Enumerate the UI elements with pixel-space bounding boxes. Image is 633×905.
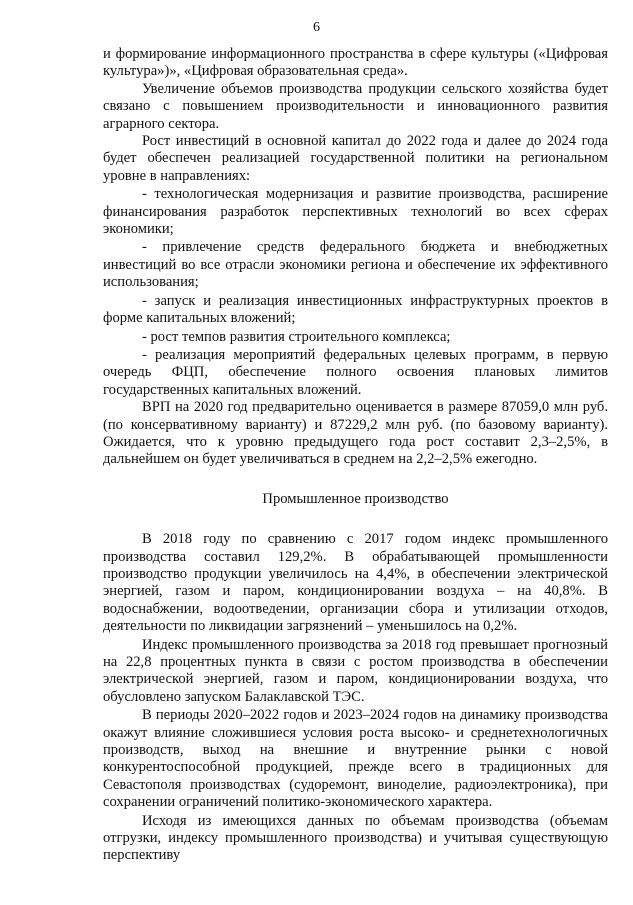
section-heading: Промышленное производство	[262, 490, 449, 507]
paragraph: Индекс промышленного производства за 2018 год превышает прогнозный на 22,8 процентных пункта в связи с ростом производства в обеспечении электрической энергией, газом и паром, кондиционировании воздуха, что обусловлено запуском Балаклавской ТЭС.	[103, 636, 608, 705]
paragraph: В 2018 году по сравнению с 2017 годом индекс промышленного производства составил 129,2%. В обрабатывающей промышленности производство продукции увеличилось на 4,4%, в обеспечении электрической энергией, газом и паром, кондиционировании воздуха – на 40,8%. В водоснабжении, водоотведении, организации сбора и утилизации отходов, деятельности по ликвидации загрязнений – уменьшилось на 0,2%.	[103, 531, 608, 635]
paragraph: Рост инвестиций в основной капитал до 2022 года и далее до 2024 года будет обеспечен реализацией государственной политики на региональном уровне в направлениях:	[103, 133, 608, 184]
list-item: - привлечение средств федерального бюджета и внебюджетных инвестиций во все отрасли экономики региона и обеспечение их эффективного использования;	[103, 239, 608, 291]
list-item: - реализация мероприятий федеральных целевых программ, в первую очередь ФЦП, обеспечение полного освоения плановых лимитов государственных капитальных вложений.	[103, 346, 608, 398]
paragraph: и формирование информационного пространства в сфере культуры («Цифровая культура»)», «Цифровая образовательная среда».	[103, 46, 608, 80]
paragraph: В периоды 2020–2022 годов и 2023–2024 годов на динамику производства окажут влияние сложившиеся условия роста высоко- и среднетехнологичных производств, выход на внешние и внутренние рынки с новой конкурентоспособной продукцией, прежде всего в традиционных для Севастополя производствах (судоремонт, виноделие, радиоэлектроника), при сохранении ограничений политико-экономического характера.	[103, 707, 608, 811]
list-item: - технологическая модернизация и развитие производства, расширение финансирования разработок перспективных технологий во всех сферах экономики;	[103, 186, 608, 238]
paragraph: Исходя из имеющихся данных по объемам производства (объемам отгрузки, индексу промышленного производства) и учитывая существующую перспективу	[103, 812, 608, 864]
list-item: - рост темпов развития строительного комплекса;	[142, 328, 451, 345]
page-number: 6	[313, 20, 320, 35]
list-item: - запуск и реализация инвестиционных инфраструктурных проектов в форме капитальных вложений;	[103, 292, 608, 327]
body-text	[103, 46, 608, 865]
paragraph: Увеличение объемов производства продукции сельского хозяйства будет связано с повышением производительности и инновационного развития аграрного сектора.	[103, 80, 608, 132]
paragraph: ВРП на 2020 год предварительно оценивается в размере 87059,0 млн руб. (по консервативному варианту) и 87229,2 млн руб. (по базовому варианту). Ожидается, что к уровню предыдущего года рост составит 2,3–2,5%, в дальнейшем он будет увеличиваться в среднем на 2,2–2,5% ежегодно.	[103, 399, 608, 468]
